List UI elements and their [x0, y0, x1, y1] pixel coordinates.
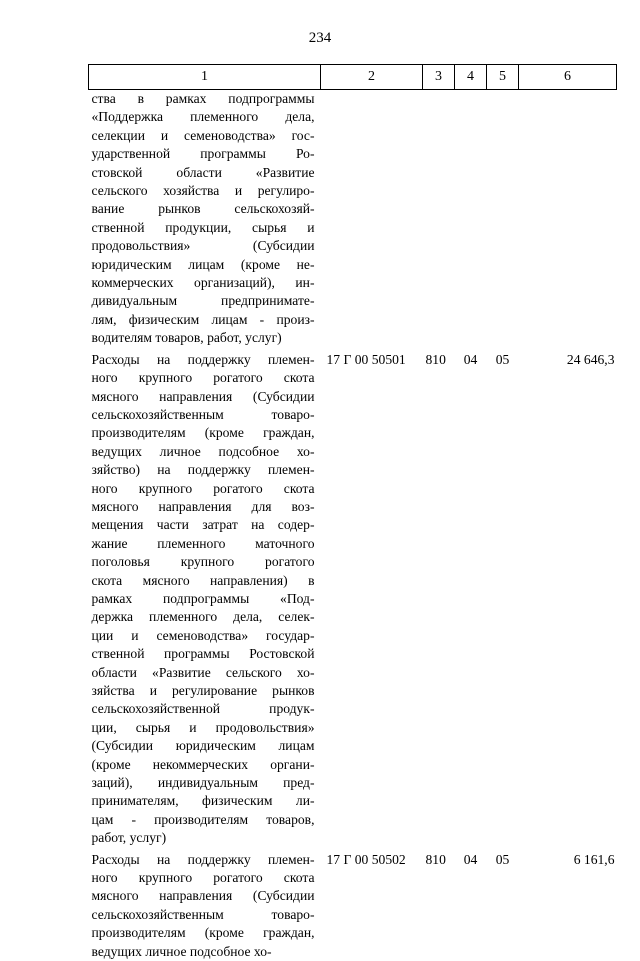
- table-row: [89, 348, 617, 848]
- description-line: ведущих личное подсобное хо-: [91, 943, 272, 959]
- description-line: мещения части затрат на содер-: [91, 517, 315, 533]
- table-header-row: [89, 65, 617, 90]
- description-line: ного крупного рогатого скота: [91, 370, 315, 386]
- description-line: ного крупного рогатого скота: [91, 870, 315, 886]
- description-line: (кроме некоммерческих органи-: [91, 756, 315, 772]
- description-line: сельскохозяйственным товаро-: [91, 406, 315, 422]
- description-line: ственной программы Ростовской: [91, 646, 315, 662]
- header-col-2: 2: [321, 65, 423, 90]
- description-line: поголовья крупного рогатого: [91, 554, 315, 570]
- description-line: ции, сырья и продовольствия»: [91, 719, 315, 735]
- description-line: ства в рамках подпрограммы: [91, 91, 315, 106]
- description-line: (Субсидии юридическим лицам: [91, 738, 315, 754]
- header-col-1: 1: [89, 65, 321, 90]
- row-description: [89, 848, 321, 961]
- description-line: мясного направления для воз-: [91, 498, 315, 514]
- row-section: 04: [463, 351, 478, 367]
- row-expense-type: 810: [425, 851, 446, 867]
- description-line: жание племенного маточного: [91, 535, 315, 551]
- row-target-code: [321, 90, 423, 348]
- page-number: 234: [308, 30, 332, 46]
- description-line: продовольствия» (Субсидии: [91, 238, 315, 254]
- row-description: [89, 348, 321, 848]
- description-line: Расходы на поддержку племен-: [91, 351, 315, 367]
- description-line: сельскохозяйственным товаро-: [91, 906, 315, 922]
- description-line: мясного направления (Субсидии: [91, 388, 315, 404]
- description-line: коммерческих организаций), ин-: [91, 275, 315, 291]
- row-amount: 24 646,3: [566, 351, 615, 367]
- description-line: Расходы на поддержку племен-: [91, 851, 315, 867]
- row-section: [455, 90, 487, 348]
- description-line: держка племенного дела, селек-: [91, 609, 315, 625]
- header-col-4: 4: [455, 65, 487, 90]
- description-line: работ, услуг): [91, 830, 167, 846]
- description-line: производителям (кроме граждан,: [91, 925, 315, 941]
- description-line: заций), индивидуальным пред-: [91, 775, 315, 791]
- description-line: вание рынков сельскохозяй-: [91, 201, 315, 217]
- row-expense-type: 810: [425, 351, 446, 367]
- table-row: [89, 90, 617, 348]
- description-line: рамках подпрограммы «Под-: [91, 590, 315, 606]
- description-line: селекции и семеноводства» гос-: [91, 127, 315, 143]
- row-target-code: 17 Г 00 50501: [326, 351, 406, 367]
- description-line: ного крупного рогатого скота: [91, 480, 315, 496]
- header-col-5: 5: [487, 65, 519, 90]
- description-line: водителям товаров, работ, услуг): [91, 330, 282, 346]
- description-line: стовской области «Развитие: [91, 164, 315, 180]
- description-line: ции и семеноводства» государ-: [91, 627, 315, 643]
- description-line: ведущих личное подсобное хо-: [91, 443, 315, 459]
- description-line: зяйство) на поддержку племен-: [91, 462, 315, 478]
- description-line: лям, физическим лицам - произ-: [91, 311, 315, 327]
- description-line: области «Развитие сельского хо-: [91, 664, 315, 680]
- description-line: сельскохозяйственной продук-: [91, 701, 315, 717]
- description-line: скота мясного направления) в: [91, 572, 315, 588]
- description-line: принимателям, физическим ли-: [91, 793, 315, 809]
- description-line: «Поддержка племенного дела,: [91, 109, 315, 125]
- description-line: сельского хозяйства и регулиро-: [91, 183, 315, 199]
- description-line: мясного направления (Субсидии: [91, 888, 315, 904]
- row-section: 04: [463, 851, 478, 867]
- header-col-3: 3: [423, 65, 455, 90]
- description-line: производителям (кроме граждан,: [91, 425, 315, 441]
- row-subsection: [487, 90, 519, 348]
- description-line: ственной продукции, сырья и: [91, 219, 315, 235]
- table-row: [89, 848, 617, 961]
- row-expense-type: [423, 90, 455, 348]
- row-amount: [519, 90, 617, 348]
- budget-table: [88, 64, 617, 961]
- row-target-code: 17 Г 00 50502: [326, 851, 406, 867]
- row-subsection: 05: [495, 351, 510, 367]
- description-line: ударственной программы Ро-: [91, 146, 315, 162]
- row-subsection: 05: [495, 851, 510, 867]
- description-line: зяйства и регулирование рынков: [91, 683, 315, 698]
- header-col-6: 6: [519, 65, 617, 90]
- row-description: [89, 90, 321, 348]
- description-line: юридическим лицам (кроме не-: [91, 256, 315, 272]
- row-amount: 6 161,6: [573, 851, 615, 867]
- description-line: дивидуальным предпринимате-: [91, 293, 315, 309]
- description-line: цам - производителям товаров,: [91, 811, 315, 827]
